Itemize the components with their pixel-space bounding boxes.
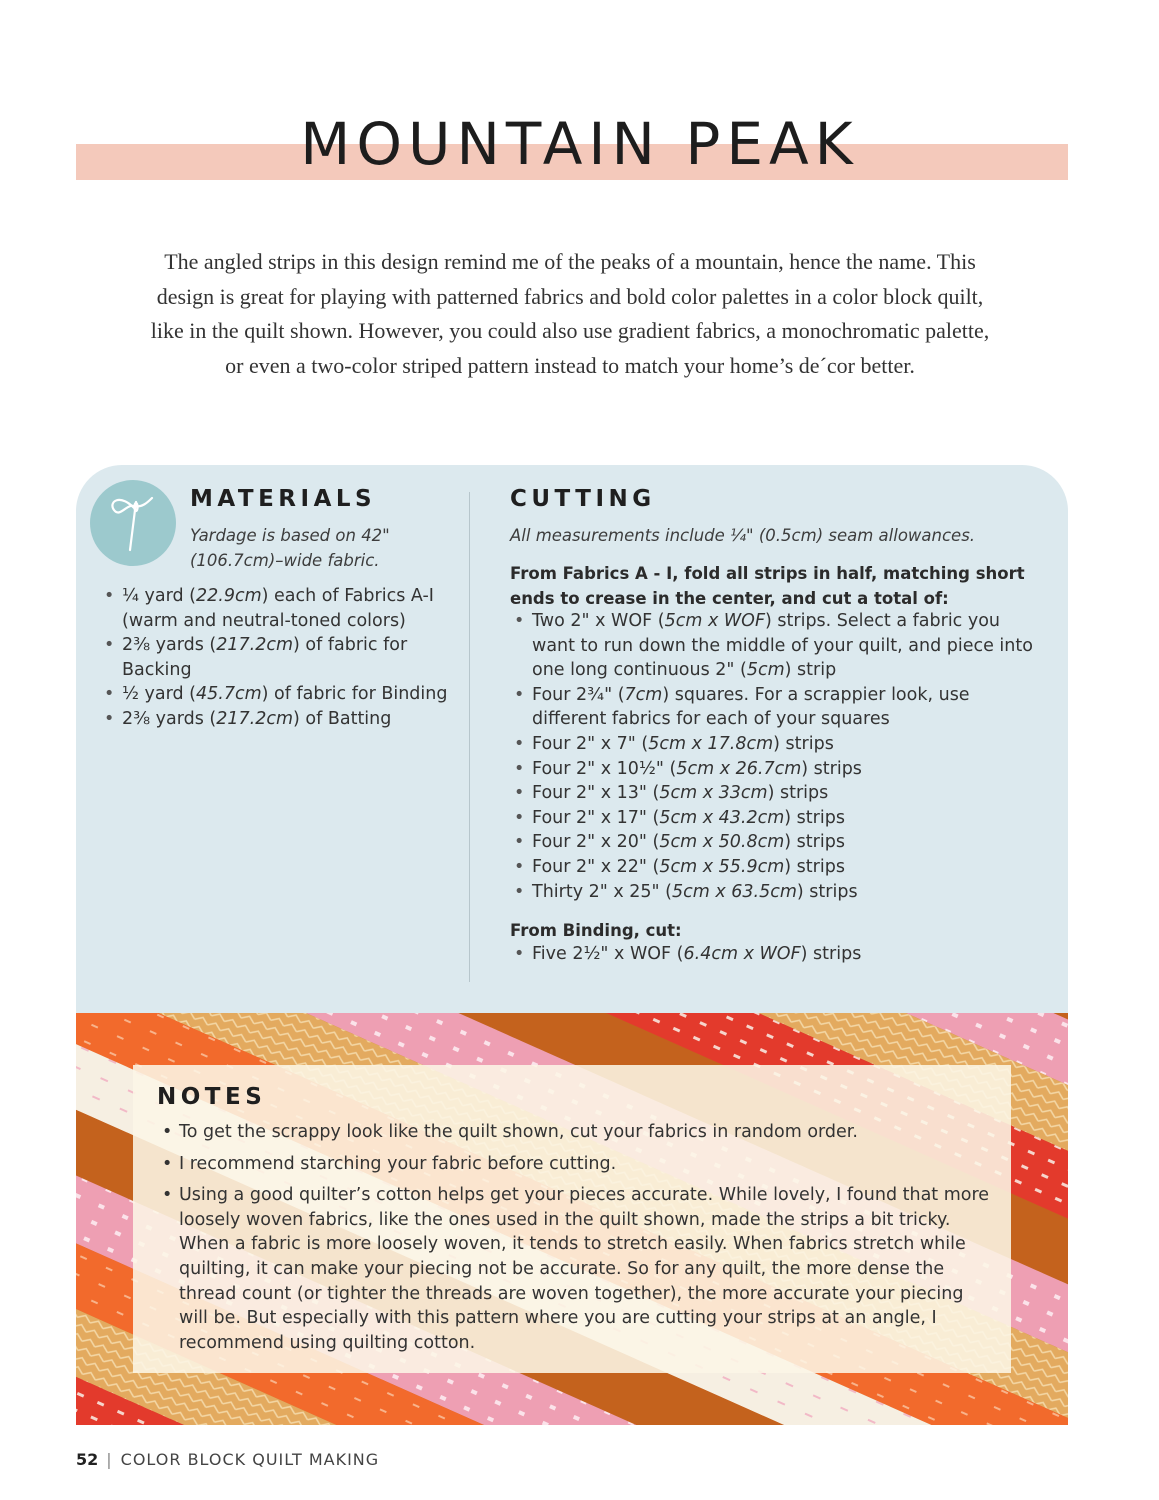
cutting-subtitle: All measurements include ¼" (0.5cm) seam allowances. — [510, 526, 976, 545]
list-item: • Thirty 2" x 25" (5cm x 63.5cm) strips — [510, 880, 1040, 905]
list-item: • Four 2" x 10½" (5cm x 26.7cm) strips — [510, 757, 1040, 782]
notes-list — [160, 1120, 990, 1362]
list-item: • Two 2" x WOF (5cm x WOF) strips. Select a fabric you want to run down the middle of your quilt, and piece into one long continuous 2" (5cm) strip — [510, 609, 1040, 683]
cutting-fabrics-intro: From Fabrics A - I, fold all strips in half, matching short ends to crease in the center, and cut a total of: — [510, 564, 1025, 608]
list-item: • Four 2" x 13" (5cm x 33cm) strips — [510, 781, 1040, 806]
list-item: • ½ yard (45.7cm) of fabric for Binding — [100, 682, 465, 707]
cutting-heading: CUTTING — [510, 486, 656, 512]
column-divider — [469, 492, 470, 982]
list-item: • 2⅜ yards (217.2cm) of Batting — [100, 707, 465, 732]
list-item: • Using a good quilter’s cotton helps get your pieces accurate. While lovely, I found that more loosely woven fabrics, like the ones used in the quilt shown, made the strips a bit tricky. When a fabric is more loosely woven, it tends to stretch easily. When fabrics stretch while quilting, it can make your piecing not be accurate. So for any quilt, the more dense the thread count (or tighter the threads are woven together), the more accurate your piecing will be. But especially with this pattern where you are cutting your strips at an angle, I recommend using quilting cotton. — [160, 1183, 990, 1355]
materials-subtitle-line-1: Yardage is based on 42" — [190, 526, 390, 545]
list-item: • I recommend starching your fabric before cutting. — [160, 1152, 990, 1177]
page-title: MOUNTAIN PEAK — [300, 110, 859, 178]
cutting-fabric-list — [510, 609, 1040, 904]
notes-heading: NOTES — [157, 1084, 267, 1110]
list-item: • Four 2" x 7" (5cm x 17.8cm) strips — [510, 732, 1040, 757]
list-item: • Four 2" x 20" (5cm x 50.8cm) strips — [510, 830, 1040, 855]
intro-paragraph: The angled strips in this design remind me of the peaks of a mountain, hence the name. This design is great for playing with patterned fabrics and bold color palettes in a color block quilt, like in the quilt shown. However, you could also use gradient fabrics, a monochromatic palette, or even a two-color striped pattern instead to match your home’s de´cor better. — [150, 249, 990, 378]
book-title: COLOR BLOCK QUILT MAKING — [120, 1450, 380, 1469]
footer-separator: | — [106, 1450, 113, 1469]
list-item: • 2⅜ yards (217.2cm) of fabric for Backing — [100, 633, 465, 682]
list-item: • ¼ yard (22.9cm) each of Fabrics A-I (warm and neutral-toned colors) — [100, 584, 465, 633]
needle-thread-icon — [90, 480, 176, 566]
page-number: 52 — [76, 1450, 99, 1469]
materials-subtitle-line-2: (106.7cm)–wide fabric. — [190, 551, 380, 570]
cutting-binding-list — [510, 942, 1040, 967]
materials-heading: MATERIALS — [190, 486, 377, 512]
cutting-binding-intro: From Binding, cut: — [510, 921, 682, 940]
list-item: • To get the scrappy look like the quilt shown, cut your fabrics in random order. — [160, 1120, 990, 1145]
materials-list — [100, 584, 465, 732]
list-item: • Five 2½" x WOF (6.4cm x WOF) strips — [510, 942, 1040, 967]
list-item: • Four 2¾" (7cm) squares. For a scrappier look, use different fabrics for each of your squares — [510, 683, 1040, 732]
list-item: • Four 2" x 17" (5cm x 43.2cm) strips — [510, 806, 1040, 831]
list-item: • Four 2" x 22" (5cm x 55.9cm) strips — [510, 855, 1040, 880]
page-footer — [76, 1450, 379, 1469]
